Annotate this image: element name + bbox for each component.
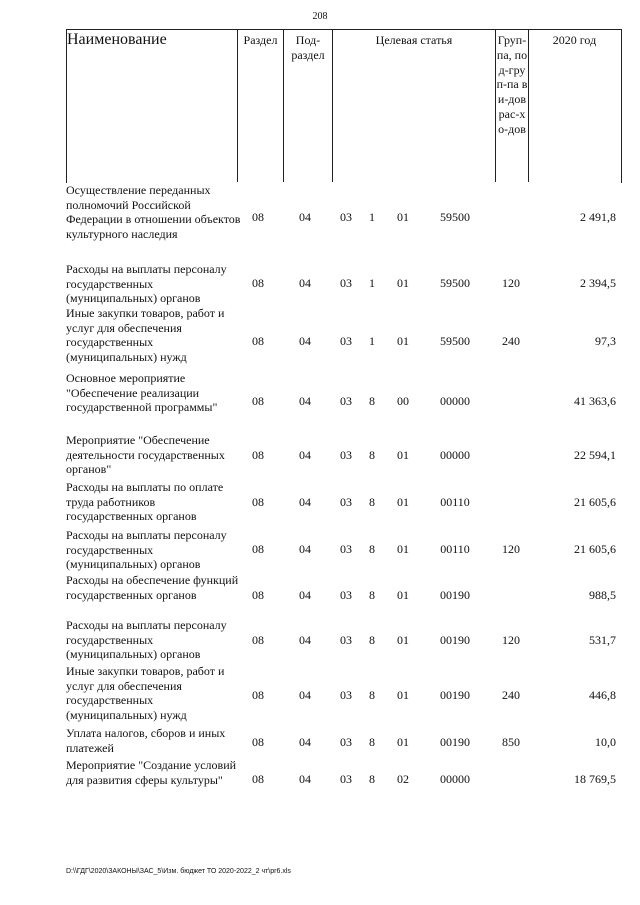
expense-type-cell: 120	[502, 276, 520, 290]
footer-path: D:\\ГДГ\2020\ЗАКОНЫ\ЗАС_5\Изм. бюджет ТО 2020-2022_2 чт\pr6.xls	[66, 868, 291, 875]
measure-cell: 01	[397, 276, 409, 290]
subprogram-cell: 1	[369, 210, 375, 224]
program-cell: 03	[340, 588, 352, 602]
amount-cell: 988,5	[589, 588, 616, 602]
expense-type-cell: 120	[502, 633, 520, 647]
code-cell: 00190	[440, 735, 470, 749]
row-name: Уплата налогов, сборов и иных платежей	[66, 726, 226, 755]
row-name: Расходы на выплаты персоналу государственных (муниципальных) органов	[66, 528, 227, 572]
code-cell: 00190	[440, 633, 470, 647]
subprogram-cell: 8	[369, 448, 375, 462]
code-cell: 00000	[440, 394, 470, 408]
measure-cell: 01	[397, 688, 409, 702]
subsection-cell: 04	[299, 772, 311, 786]
subsection-cell: 04	[299, 448, 311, 462]
subsection-cell: 04	[299, 276, 311, 290]
header-target: Целевая статья	[375, 33, 453, 47]
subprogram-cell: 1	[369, 334, 375, 348]
code-cell: 00190	[440, 588, 470, 602]
section-cell: 08	[252, 772, 264, 786]
program-cell: 03	[340, 735, 352, 749]
section-cell: 08	[252, 542, 264, 556]
program-cell: 03	[340, 448, 352, 462]
amount-cell: 41 363,6	[574, 394, 616, 408]
expense-type-cell: 850	[502, 735, 520, 749]
section-cell: 08	[252, 688, 264, 702]
expense-type-cell: 240	[502, 688, 520, 702]
row-name: Осуществление переданных полномочий Российской Федерации в отношении объектов культурного наследия	[66, 183, 241, 241]
program-cell: 03	[340, 334, 352, 348]
row-name: Расходы на выплаты по оплате труда работников государственных органов	[66, 480, 224, 524]
subprogram-cell: 1	[369, 276, 375, 290]
header-section: Раздел	[243, 33, 278, 47]
measure-cell: 01	[397, 542, 409, 556]
row-name: Расходы на обеспечение функций государственных органов	[66, 573, 239, 602]
measure-cell: 01	[397, 633, 409, 647]
section-cell: 08	[252, 633, 264, 647]
measure-cell: 01	[397, 334, 409, 348]
amount-cell: 2 394,5	[580, 276, 616, 290]
program-cell: 03	[340, 542, 352, 556]
page-number: 208	[312, 11, 328, 22]
header-group: Груп-па, под-груп-па ви-дов рас-хо-дов	[496, 33, 528, 136]
code-cell: 00110	[440, 495, 470, 509]
code-cell: 00190	[440, 688, 470, 702]
subprogram-cell: 8	[369, 588, 375, 602]
measure-cell: 02	[397, 772, 409, 786]
section-cell: 08	[252, 394, 264, 408]
amount-cell: 22 594,1	[574, 448, 616, 462]
code-cell: 00110	[440, 542, 470, 556]
amount-cell: 21 605,6	[574, 542, 616, 556]
code-cell: 00000	[440, 772, 470, 786]
row-name: Мероприятие "Обеспечение деятельности государственных органов"	[66, 433, 225, 477]
amount-cell: 2 491,8	[580, 210, 616, 224]
amount-cell: 531,7	[589, 633, 616, 647]
amount-cell: 18 769,5	[574, 772, 616, 786]
header-name: Наименование	[67, 31, 167, 48]
program-cell: 03	[340, 772, 352, 786]
measure-cell: 01	[397, 448, 409, 462]
row-name: Расходы на выплаты персоналу государственных (муниципальных) органов	[66, 262, 227, 306]
code-cell: 59500	[440, 276, 470, 290]
measure-cell: 01	[397, 735, 409, 749]
program-cell: 03	[340, 210, 352, 224]
row-name: Расходы на выплаты персоналу государственных (муниципальных) органов	[66, 618, 227, 662]
subsection-cell: 04	[299, 633, 311, 647]
program-cell: 03	[340, 394, 352, 408]
subsection-cell: 04	[299, 334, 311, 348]
subsection-cell: 04	[299, 542, 311, 556]
program-cell: 03	[340, 495, 352, 509]
subprogram-cell: 8	[369, 688, 375, 702]
subsection-cell: 04	[299, 588, 311, 602]
measure-cell: 00	[397, 394, 409, 408]
section-cell: 08	[252, 334, 264, 348]
section-cell: 08	[252, 495, 264, 509]
expense-type-cell: 240	[502, 334, 520, 348]
amount-cell: 21 605,6	[574, 495, 616, 509]
measure-cell: 01	[397, 588, 409, 602]
subsection-cell: 04	[299, 735, 311, 749]
program-cell: 03	[340, 276, 352, 290]
subsection-cell: 04	[299, 495, 311, 509]
program-cell: 03	[340, 688, 352, 702]
section-cell: 08	[252, 448, 264, 462]
subprogram-cell: 8	[369, 633, 375, 647]
subprogram-cell: 8	[369, 394, 375, 408]
measure-cell: 01	[397, 210, 409, 224]
code-cell: 59500	[440, 210, 470, 224]
subsection-cell: 04	[299, 210, 311, 224]
subsection-cell: 04	[299, 688, 311, 702]
subprogram-cell: 8	[369, 495, 375, 509]
section-cell: 08	[252, 210, 264, 224]
amount-cell: 10,0	[595, 735, 616, 749]
code-cell: 00000	[440, 448, 470, 462]
subsection-cell: 04	[299, 394, 311, 408]
subprogram-cell: 8	[369, 772, 375, 786]
amount-cell: 446,8	[589, 688, 616, 702]
header-frame	[66, 29, 622, 183]
expense-type-cell: 120	[502, 542, 520, 556]
row-name: Иные закупки товаров, работ и услуг для обеспечения государственных (муниципальных) нужд	[66, 664, 225, 722]
code-cell: 59500	[440, 334, 470, 348]
measure-cell: 01	[397, 495, 409, 509]
row-name: Основное мероприятие "Обеспечение реализации государственной программы"	[66, 371, 218, 415]
subprogram-cell: 8	[369, 735, 375, 749]
header-year: 2020 год	[552, 33, 597, 47]
amount-cell: 97,3	[595, 334, 616, 348]
section-cell: 08	[252, 276, 264, 290]
program-cell: 03	[340, 633, 352, 647]
section-cell: 08	[252, 588, 264, 602]
row-name: Мероприятие "Создание условий для развития сферы культуры"	[66, 758, 237, 787]
header-subsection: Под-раздел	[291, 33, 325, 62]
subprogram-cell: 8	[369, 542, 375, 556]
row-name: Иные закупки товаров, работ и услуг для обеспечения государственных (муниципальных) нужд	[66, 306, 225, 364]
section-cell: 08	[252, 735, 264, 749]
